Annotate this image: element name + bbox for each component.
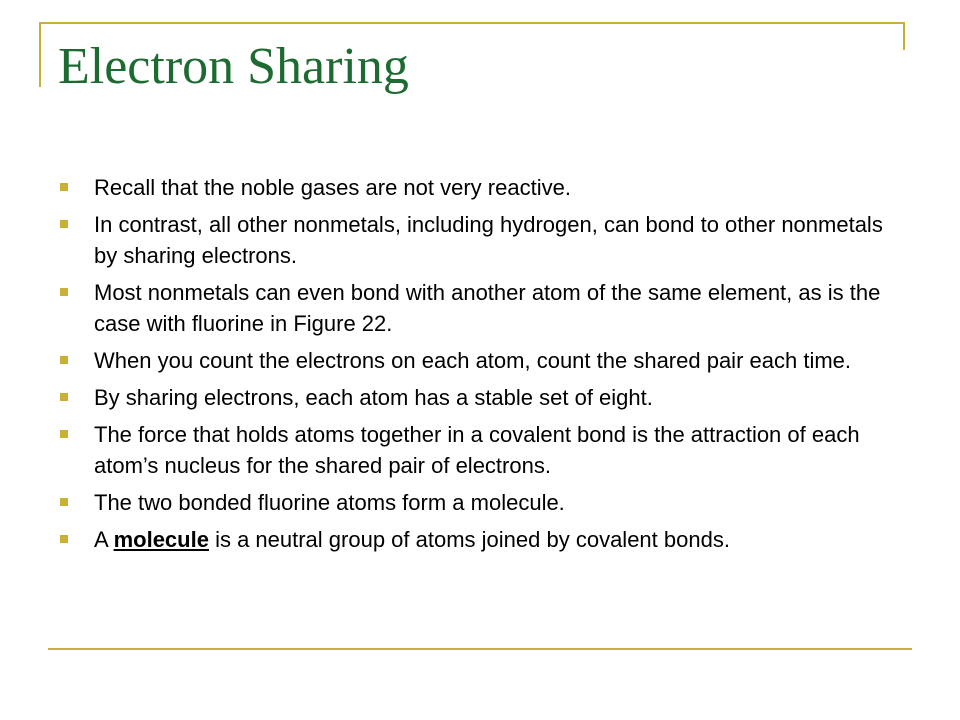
square-bullet-icon xyxy=(60,356,68,364)
square-bullet-icon xyxy=(60,220,68,228)
bullet-text: When you count the electrons on each atom, count the shared pair each time. xyxy=(94,348,852,373)
square-bullet-icon xyxy=(60,183,68,191)
bullet-text: The force that holds atoms together in a covalent bond is the attraction of each atom’s nucleus for the shared pair of electrons. xyxy=(94,422,860,478)
bullet-item xyxy=(58,419,908,481)
keyword-molecule: molecule xyxy=(113,527,209,552)
bullet-item xyxy=(58,382,908,413)
square-bullet-icon xyxy=(60,288,68,296)
frame-bottom-rule xyxy=(48,648,912,650)
bullet-text: By sharing electrons, each atom has a stable set of eight. xyxy=(94,385,653,410)
bullet-item-definition xyxy=(58,524,908,555)
slide-title: Electron Sharing xyxy=(58,38,409,95)
square-bullet-icon xyxy=(60,535,68,543)
bullet-item xyxy=(58,277,908,339)
bullet-item xyxy=(58,345,908,376)
bullet-text: In contrast, all other nonmetals, including hydrogen, can bond to other nonmetals by sharing electrons. xyxy=(94,212,883,268)
square-bullet-icon xyxy=(60,393,68,401)
bullet-item xyxy=(58,487,908,518)
bullet-text: The two bonded fluorine atoms form a molecule. xyxy=(94,490,565,515)
frame-top-rule xyxy=(39,22,905,24)
bullet-text: Most nonmetals can even bond with another atom of the same element, as is the case with fluorine in Figure 22. xyxy=(94,280,881,336)
frame-right-rule xyxy=(903,22,905,50)
square-bullet-icon xyxy=(60,498,68,506)
frame-left-rule xyxy=(39,22,41,87)
bullet-item xyxy=(58,172,908,203)
bullet-list xyxy=(58,172,908,561)
bullet-text-suffix: is a neutral group of atoms joined by covalent bonds. xyxy=(208,527,730,552)
square-bullet-icon xyxy=(60,430,68,438)
bullet-text: Recall that the noble gases are not very reactive. xyxy=(94,175,571,200)
bullet-item xyxy=(58,209,908,271)
bullet-text-prefix: A xyxy=(94,527,114,552)
